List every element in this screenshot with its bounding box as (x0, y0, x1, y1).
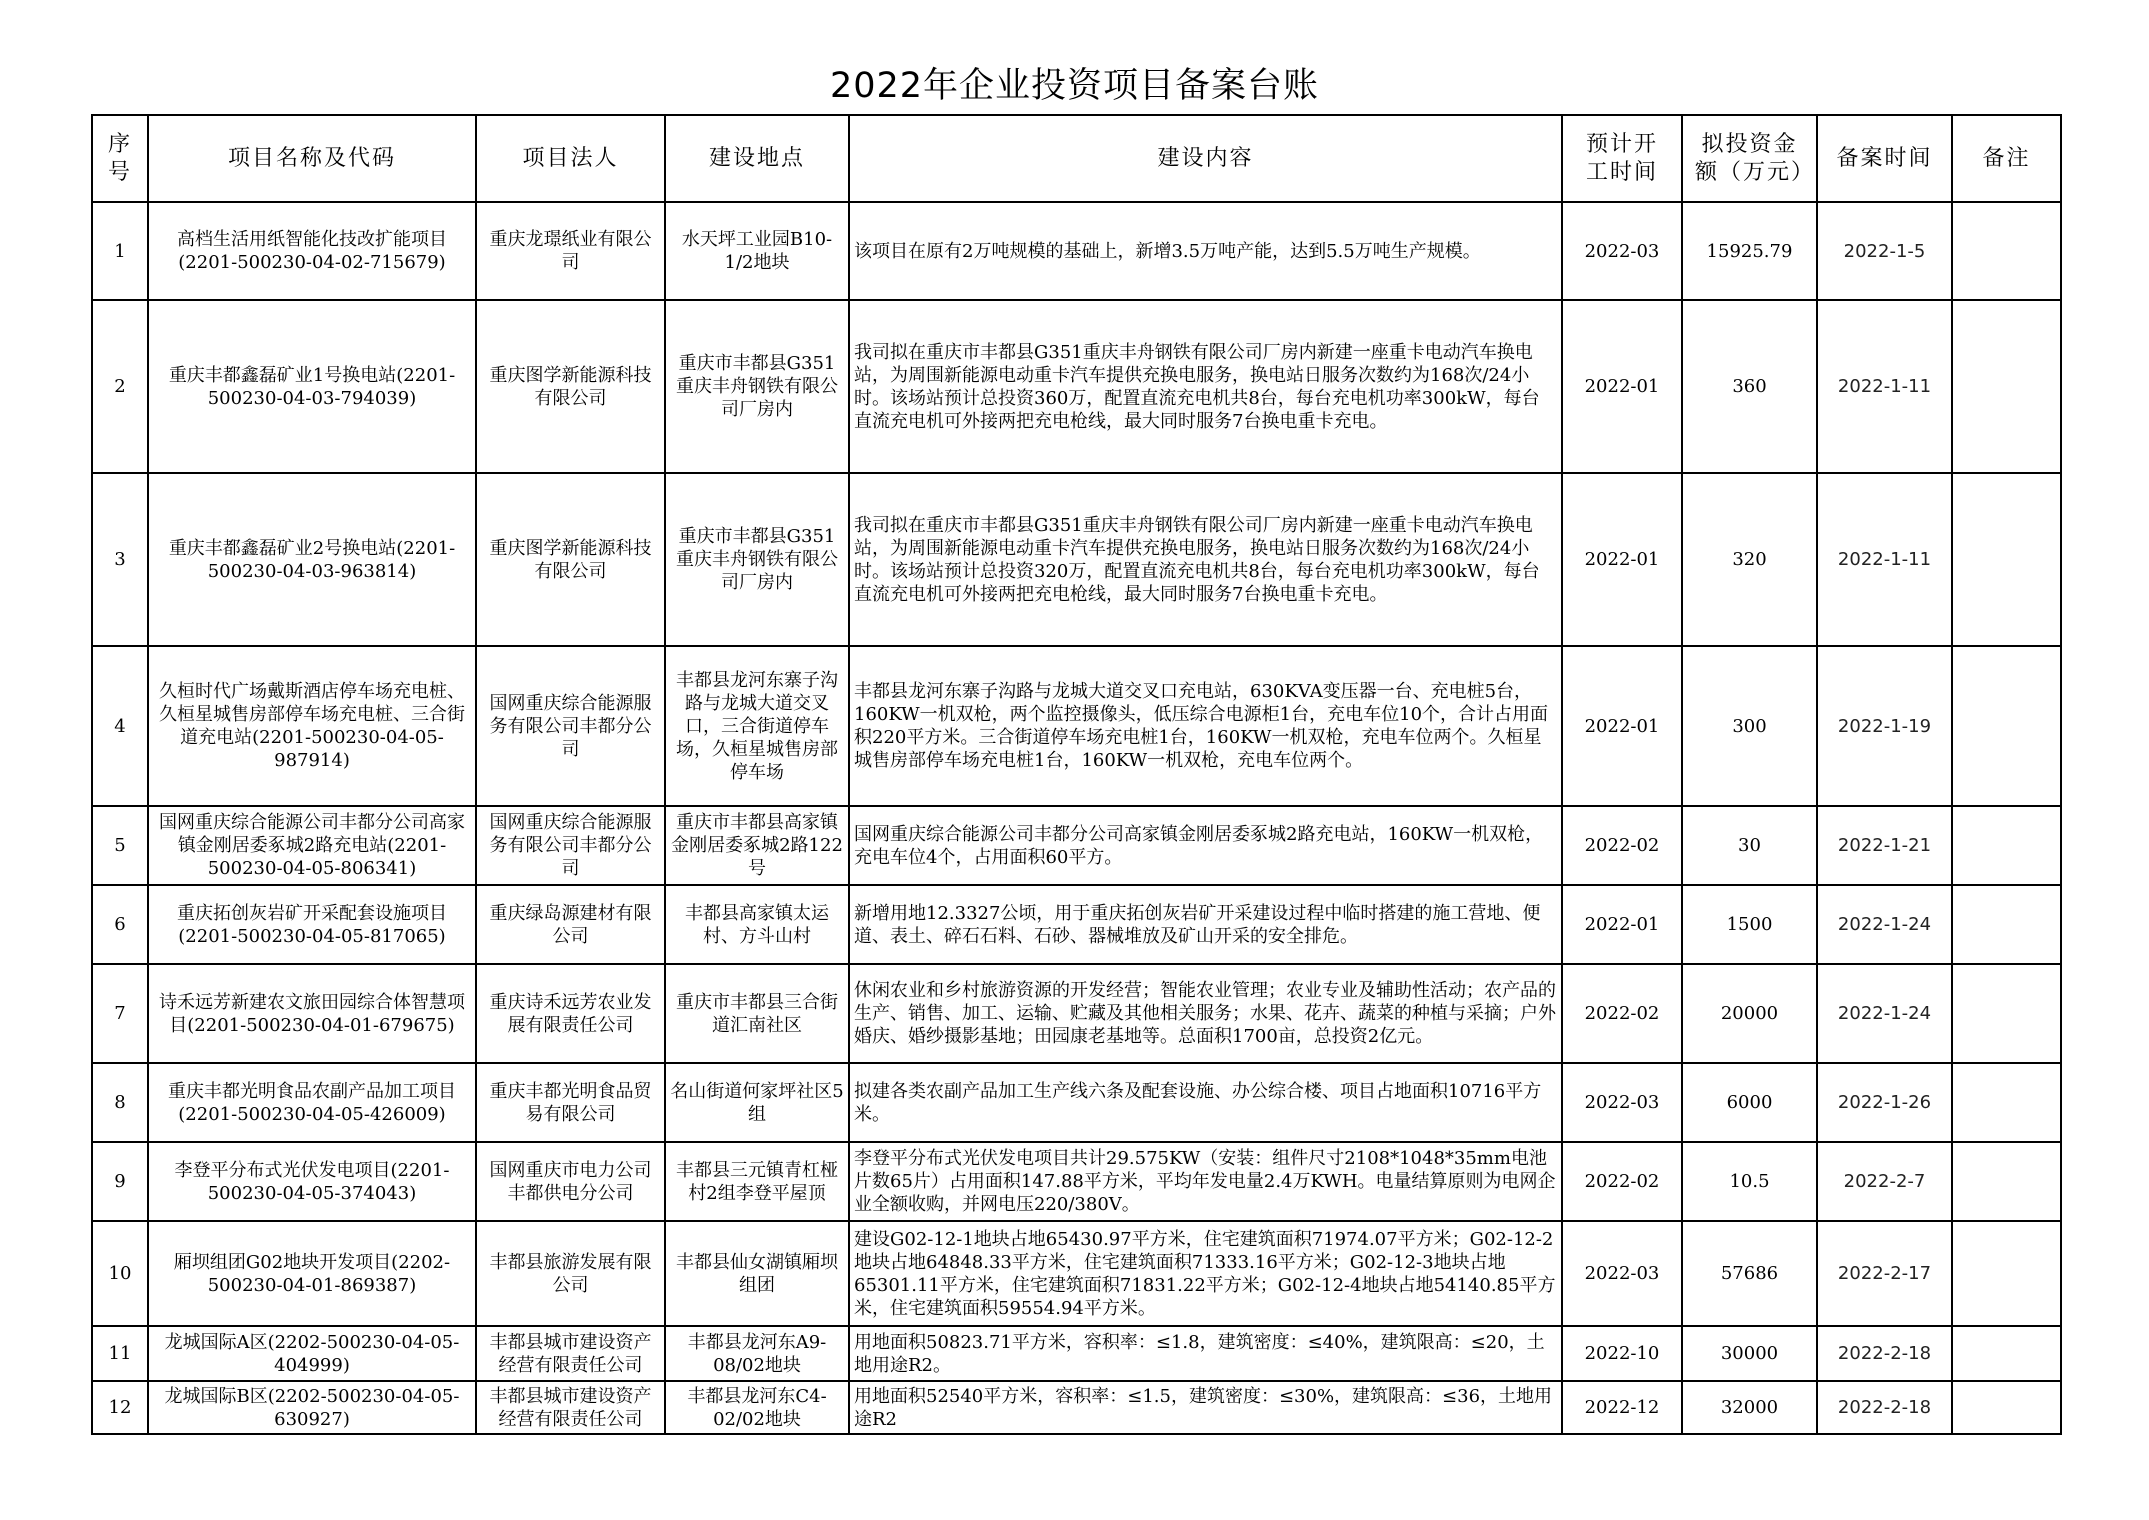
cell-project-name: 重庆丰都光明食品农副产品加工项目(2201-500230-04-05-426009) (148, 1063, 476, 1142)
cell-content: 该项目在原有2万吨规模的基础上，新增3.5万吨产能，达到5.5万吨生产规模。 (849, 202, 1562, 300)
cell-location: 重庆市丰都县G351重庆丰舟钢铁有限公司厂房内 (665, 473, 849, 646)
cell-remark (1952, 964, 2061, 1063)
cell-owner: 丰都县城市建设资产经营有限责任公司 (476, 1326, 665, 1381)
cell-seq: 2 (92, 300, 148, 473)
cell-amount: 32000 (1682, 1381, 1817, 1434)
cell-location: 丰都县龙河东A9-08/02地块 (665, 1326, 849, 1381)
cell-amount: 1500 (1682, 885, 1817, 964)
cell-remark (1952, 1381, 2061, 1434)
cell-content: 休闲农业和乡村旅游资源的开发经营；智能农业管理；农业专业及辅助性活动；农产品的生产、销售、加工、运输、贮藏及其他相关服务；水果、花卉、蔬菜的种植与采摘；户外婚庆、婚纱摄影基地；田园康老基地等。总面积1700亩，总投资2亿元。 (849, 964, 1562, 1063)
cell-location: 丰都县龙河东寨子沟路与龙城大道交叉口，三合街道停车场，久桓星城售房部停车场 (665, 646, 849, 806)
project-ledger-table (91, 114, 2062, 1435)
cell-record-date: 2022-2-7 (1817, 1142, 1952, 1221)
cell-amount: 6000 (1682, 1063, 1817, 1142)
cell-location: 丰都县高家镇太运村、方斗山村 (665, 885, 849, 964)
table-row (92, 1221, 2061, 1326)
cell-seq: 10 (92, 1221, 148, 1326)
cell-remark (1952, 646, 2061, 806)
cell-location: 丰都县三元镇青杠桠村2组李登平屋顶 (665, 1142, 849, 1221)
cell-seq: 8 (92, 1063, 148, 1142)
cell-location: 名山街道何家坪社区5组 (665, 1063, 849, 1142)
cell-location: 丰都县龙河东C4-02/02地块 (665, 1381, 849, 1434)
cell-project-name: 龙城国际B区(2202-500230-04-05-630927) (148, 1381, 476, 1434)
cell-content: 新增用地12.3327公顷，用于重庆拓创灰岩矿开采建设过程中临时搭建的施工营地、便道、表土、碎石石料、石砂、器械堆放及矿山开采的安全排危。 (849, 885, 1562, 964)
cell-owner: 重庆绿岛源建材有限公司 (476, 885, 665, 964)
cell-record-date: 2022-1-24 (1817, 964, 1952, 1063)
table-row (92, 1142, 2061, 1221)
cell-start: 2022-01 (1562, 473, 1682, 646)
cell-content: 我司拟在重庆市丰都县G351重庆丰舟钢铁有限公司厂房内新建一座重卡电动汽车换电站，为周围新能源电动重卡汽车提供充换电服务，换电站日服务次数约为168次/24小时。该场站预计总投资360万，配置直流充电机共8台，每台充电机功率300kW，每台直流充电机可外接两把充电枪线，最大同时服务7台换电重卡充电。 (849, 300, 1562, 473)
cell-record-date: 2022-2-17 (1817, 1221, 1952, 1326)
cell-content: 李登平分布式光伏发电项目共计29.575KW（安装：组件尺寸2108*1048*35mm电池片数65片）占用面积147.88平方米，平均年发电量2.4万KWH。电量结算原则为电网企业全额收购，并网电压220/380V。 (849, 1142, 1562, 1221)
header-content: 建设内容 (849, 115, 1562, 202)
cell-start: 2022-03 (1562, 1221, 1682, 1326)
table-row (92, 885, 2061, 964)
cell-project-name: 李登平分布式光伏发电项目(2201-500230-04-05-374043) (148, 1142, 476, 1221)
cell-start: 2022-10 (1562, 1326, 1682, 1381)
cell-owner: 重庆龙璟纸业有限公司 (476, 202, 665, 300)
cell-amount: 20000 (1682, 964, 1817, 1063)
cell-amount: 300 (1682, 646, 1817, 806)
cell-start: 2022-02 (1562, 1142, 1682, 1221)
cell-owner: 重庆诗禾远芳农业发展有限责任公司 (476, 964, 665, 1063)
cell-owner: 重庆图学新能源科技有限公司 (476, 300, 665, 473)
cell-amount: 320 (1682, 473, 1817, 646)
table-row (92, 1326, 2061, 1381)
cell-content: 建设G02-12-1地块占地65430.97平方米，住宅建筑面积71974.07平方米；G02-12-2地块占地64848.33平方米，住宅建筑面积71333.16平方米；G02-12-3地块占地65301.11平方米，住宅建筑面积71831.22平方米；G02-12-4地块占地54140.85平方米，住宅建筑面积59554.94平方米。 (849, 1221, 1562, 1326)
cell-start: 2022-02 (1562, 964, 1682, 1063)
cell-project-name: 高档生活用纸智能化技改扩能项目(2201-500230-04-02-715679) (148, 202, 476, 300)
cell-amount: 15925.79 (1682, 202, 1817, 300)
cell-location: 重庆市丰都县高家镇金刚居委豖城2路122号 (665, 806, 849, 885)
cell-project-name: 诗禾远芳新建农文旅田园综合体智慧项目(2201-500230-04-01-679675) (148, 964, 476, 1063)
cell-remark (1952, 806, 2061, 885)
cell-content: 拟建各类农副产品加工生产线六条及配套设施、办公综合楼、项目占地面积10716平方米。 (849, 1063, 1562, 1142)
cell-seq: 9 (92, 1142, 148, 1221)
cell-location: 丰都县仙女湖镇厢坝组团 (665, 1221, 849, 1326)
cell-seq: 6 (92, 885, 148, 964)
header-record-date: 备案时间 (1817, 115, 1952, 202)
cell-amount: 10.5 (1682, 1142, 1817, 1221)
header-amount: 拟投资金额（万元） (1682, 115, 1817, 202)
cell-owner: 丰都县城市建设资产经营有限责任公司 (476, 1381, 665, 1434)
cell-record-date: 2022-1-11 (1817, 300, 1952, 473)
cell-owner: 国网重庆综合能源服务有限公司丰都分公司 (476, 806, 665, 885)
cell-project-name: 厢坝组团G02地块开发项目(2202-500230-04-01-869387) (148, 1221, 476, 1326)
cell-remark (1952, 1142, 2061, 1221)
cell-record-date: 2022-1-5 (1817, 202, 1952, 300)
table-row (92, 473, 2061, 646)
header-owner: 项目法人 (476, 115, 665, 202)
cell-seq: 1 (92, 202, 148, 300)
header-row (92, 115, 2061, 202)
cell-start: 2022-01 (1562, 646, 1682, 806)
table-row (92, 806, 2061, 885)
cell-amount: 360 (1682, 300, 1817, 473)
cell-start: 2022-03 (1562, 202, 1682, 300)
cell-project-name: 重庆拓创灰岩矿开采配套设施项目(2201-500230-04-05-817065) (148, 885, 476, 964)
table-row (92, 300, 2061, 473)
cell-record-date: 2022-1-11 (1817, 473, 1952, 646)
cell-owner: 重庆丰都光明食品贸易有限公司 (476, 1063, 665, 1142)
cell-start: 2022-12 (1562, 1381, 1682, 1434)
cell-amount: 30 (1682, 806, 1817, 885)
cell-project-name: 重庆丰都鑫磊矿业2号换电站(2201-500230-04-03-963814) (148, 473, 476, 646)
cell-start: 2022-01 (1562, 300, 1682, 473)
cell-record-date: 2022-2-18 (1817, 1381, 1952, 1434)
cell-record-date: 2022-1-21 (1817, 806, 1952, 885)
cell-remark (1952, 885, 2061, 964)
header-start: 预计开工时间 (1562, 115, 1682, 202)
cell-content: 我司拟在重庆市丰都县G351重庆丰舟钢铁有限公司厂房内新建一座重卡电动汽车换电站，为周围新能源电动重卡汽车提供充换电服务，换电站日服务次数约为168次/24小时。该场站预计总投资320万，配置直流充电机共8台，每台充电机功率300kW，每台直流充电机可外接两把充电枪线，最大同时服务7台换电重卡充电。 (849, 473, 1562, 646)
cell-project-name: 重庆丰都鑫磊矿业1号换电站(2201-500230-04-03-794039) (148, 300, 476, 473)
table-row (92, 964, 2061, 1063)
cell-remark (1952, 300, 2061, 473)
cell-location: 水天坪工业园B10-1/2地块 (665, 202, 849, 300)
cell-start: 2022-01 (1562, 885, 1682, 964)
table-row (92, 1063, 2061, 1142)
cell-record-date: 2022-1-26 (1817, 1063, 1952, 1142)
cell-location: 重庆市丰都县G351重庆丰舟钢铁有限公司厂房内 (665, 300, 849, 473)
cell-project-name: 国网重庆综合能源公司丰都分公司高家镇金刚居委豖城2路充电站(2201-500230-04-05-806341) (148, 806, 476, 885)
table-row (92, 646, 2061, 806)
cell-remark (1952, 473, 2061, 646)
cell-location: 重庆市丰都县三合街道汇南社区 (665, 964, 849, 1063)
cell-content: 丰都县龙河东寨子沟路与龙城大道交叉口充电站，630KVA变压器一台、充电桩5台，160KW一机双枪，两个监控摄像头，低压综合电源柜1台，充电车位10个，合计占用面积220平方米。三合街道停车场充电桩1台，160KW一机双枪，充电车位两个。久桓星城售房部停车场充电桩1台，160KW一机双枪，充电车位两个。 (849, 646, 1562, 806)
cell-content: 用地面积50823.71平方米，容积率：≤1.8，建筑密度：≤40%，建筑限高：≤20，土地用途R2。 (849, 1326, 1562, 1381)
cell-remark (1952, 1221, 2061, 1326)
cell-remark (1952, 1063, 2061, 1142)
cell-start: 2022-03 (1562, 1063, 1682, 1142)
cell-seq: 3 (92, 473, 148, 646)
cell-project-name: 龙城国际A区(2202-500230-04-05-404999) (148, 1326, 476, 1381)
cell-record-date: 2022-1-24 (1817, 885, 1952, 964)
cell-record-date: 2022-1-19 (1817, 646, 1952, 806)
cell-owner: 国网重庆综合能源服务有限公司丰都分公司 (476, 646, 665, 806)
cell-owner: 国网重庆市电力公司丰都供电分公司 (476, 1142, 665, 1221)
cell-seq: 11 (92, 1326, 148, 1381)
page-title: 2022年企业投资项目备案台账 (829, 66, 1320, 106)
cell-amount: 30000 (1682, 1326, 1817, 1381)
cell-remark (1952, 202, 2061, 300)
cell-content: 国网重庆综合能源公司丰都分公司高家镇金刚居委豖城2路充电站，160KW一机双枪，充电车位4个，占用面积60平方。 (849, 806, 1562, 885)
cell-owner: 重庆图学新能源科技有限公司 (476, 473, 665, 646)
header-seq: 序号 (92, 115, 148, 202)
cell-start: 2022-02 (1562, 806, 1682, 885)
header-name: 项目名称及代码 (148, 115, 476, 202)
cell-content: 用地面积52540平方米，容积率：≤1.5，建筑密度：≤30%，建筑限高：≤36，土地用途R2 (849, 1381, 1562, 1434)
table-row (92, 202, 2061, 300)
table-row (92, 1381, 2061, 1434)
cell-amount: 57686 (1682, 1221, 1817, 1326)
cell-seq: 5 (92, 806, 148, 885)
header-remark: 备注 (1952, 115, 2061, 202)
cell-seq: 12 (92, 1381, 148, 1434)
cell-record-date: 2022-2-18 (1817, 1326, 1952, 1381)
cell-seq: 4 (92, 646, 148, 806)
cell-owner: 丰都县旅游发展有限公司 (476, 1221, 665, 1326)
header-location: 建设地点 (665, 115, 849, 202)
cell-remark (1952, 1326, 2061, 1381)
cell-seq: 7 (92, 964, 148, 1063)
cell-project-name: 久桓时代广场戴斯酒店停车场充电桩、久桓星城售房部停车场充电桩、三合街道充电站(2201-500230-04-05-987914) (148, 646, 476, 806)
